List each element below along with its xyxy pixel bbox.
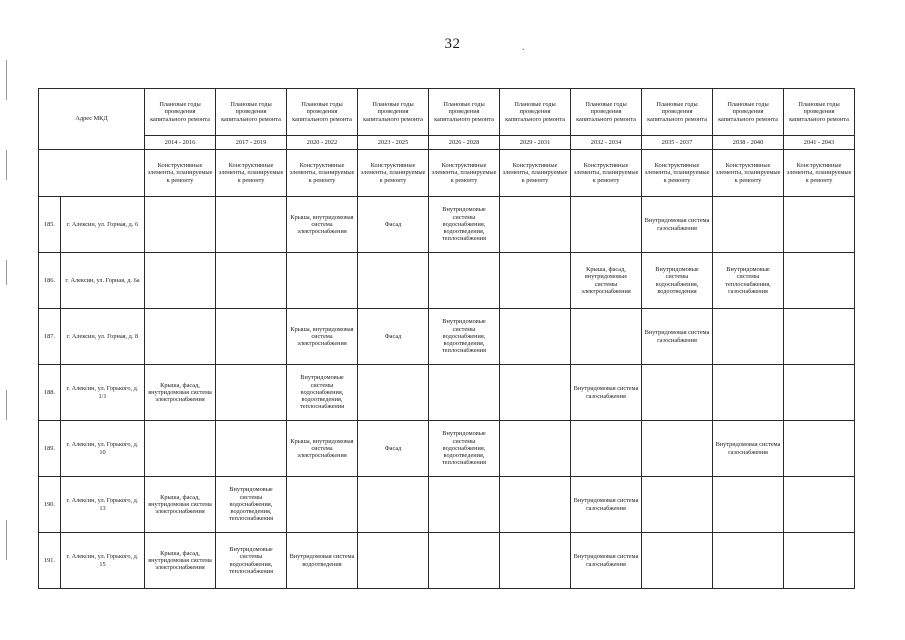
column-title: Плановые годы проведения капитального ремонта (784, 89, 855, 136)
table-cell (287, 477, 358, 533)
column-subtitle: Конструктивные элементы, планируемые к ремонту (287, 150, 358, 197)
table-cell (713, 197, 784, 253)
table-cell (571, 197, 642, 253)
repair-plan-table (38, 88, 855, 589)
table-cell (784, 365, 855, 421)
table-cell (216, 197, 287, 253)
table-cell (642, 533, 713, 589)
table-cell: Внутридомовые системы водоснабжения, водоотведения, теплоснабжения (429, 421, 500, 477)
column-period: 2023 - 2025 (358, 136, 429, 150)
table-cell: Крыша, внутридомовая система электроснабжения (287, 197, 358, 253)
table-row (39, 197, 855, 253)
table-cell (571, 309, 642, 365)
table-cell (642, 365, 713, 421)
table-cell: Фасад (358, 309, 429, 365)
table-row (39, 253, 855, 309)
table-cell: Внутридомовые системы теплоснабжения, газоснабжения (713, 253, 784, 309)
page-number: 32 (444, 36, 461, 52)
column-title: Плановые годы проведения капитального ремонта (713, 89, 784, 136)
row-number: 185. (39, 197, 61, 253)
table-cell (784, 421, 855, 477)
margin-ticks (6, 60, 8, 580)
row-address: г. Алексин, ул. Горького, д. 15 (61, 533, 145, 589)
row-number: 189. (39, 421, 61, 477)
table-cell: Внутридомовая система газоснабжения (571, 477, 642, 533)
table-row (39, 421, 855, 477)
table-cell: Фасад (358, 197, 429, 253)
table-cell (500, 309, 571, 365)
table-cell (429, 533, 500, 589)
row-number: 190. (39, 477, 61, 533)
table-cell (500, 197, 571, 253)
column-period: 2026 - 2028 (429, 136, 500, 150)
column-subtitle: Конструктивные элементы, планируемые к ремонту (358, 150, 429, 197)
table-cell (642, 421, 713, 477)
column-subtitle: Конструктивные элементы, планируемые к ремонту (642, 150, 713, 197)
table-cell (145, 253, 216, 309)
table-cell (358, 253, 429, 309)
table-cell: Внутридомовые системы водоснабжения, теплоснабжения (216, 533, 287, 589)
table-cell (287, 253, 358, 309)
blank-header-cell (39, 150, 145, 197)
table-cell (713, 477, 784, 533)
column-period: 2038 - 2040 (713, 136, 784, 150)
table-cell (358, 365, 429, 421)
header-period-row (39, 136, 855, 150)
table-cell: Крыша, фасад, внутридомовая система электроснабжения (145, 477, 216, 533)
column-subtitle: Конструктивные элементы, планируемые к ремонту (145, 150, 216, 197)
table-cell: Крыша, внутридомовая система электроснабжения (287, 309, 358, 365)
column-period: 2032 - 2034 (571, 136, 642, 150)
column-subtitle: Конструктивные элементы, планируемые к ремонту (429, 150, 500, 197)
table-cell (713, 309, 784, 365)
column-period: 2020 - 2022 (287, 136, 358, 150)
table-cell: Внутридомовая система газоснабжения (642, 197, 713, 253)
table-cell: Внутридомовая система водоотведения (287, 533, 358, 589)
row-number: 187. (39, 309, 61, 365)
table-cell (429, 253, 500, 309)
column-title: Плановые годы проведения капитального ремонта (145, 89, 216, 136)
address-header: Адрес МКД (39, 89, 145, 150)
table-cell (571, 421, 642, 477)
table-cell: Внутридомовая система газоснабжения (571, 365, 642, 421)
table-cell: Внутридомовая система газоснабжения (571, 533, 642, 589)
row-number: 188. (39, 365, 61, 421)
table-cell (358, 477, 429, 533)
row-address: г. Алексин, ул. Горная, д. 8 (61, 309, 145, 365)
table-cell: Внутридомовые системы водоснабжения, водоотведения, теплоснабжения (429, 309, 500, 365)
table-cell (216, 421, 287, 477)
table-cell (500, 253, 571, 309)
table-cell: Крыша, фасад, внутридомовая система электроснабжения (145, 533, 216, 589)
table-cell (784, 533, 855, 589)
stray-mark: . (522, 42, 525, 53)
column-period: 2029 - 2031 (500, 136, 571, 150)
table-cell (145, 421, 216, 477)
table-cell: Крыша, фасад, внутридомовые системы электроснабжения (571, 253, 642, 309)
table-cell: Внутридомовые системы водоснабжения, водоотведения, теплоснабжения (429, 197, 500, 253)
table-cell: Внутридомовая система газоснабжения (713, 421, 784, 477)
column-period: 2017 - 2019 (216, 136, 287, 150)
column-period: 2035 - 2037 (642, 136, 713, 150)
table-cell: Внутридомовые системы водоснабжения, водоотведения, теплоснабжения (287, 365, 358, 421)
column-subtitle: Конструктивные элементы, планируемые к ремонту (571, 150, 642, 197)
table-cell (500, 365, 571, 421)
column-period: 2014 - 2016 (145, 136, 216, 150)
header-subtitle-row (39, 150, 855, 197)
table-cell: Крыша, внутридомовая система электроснабжения (287, 421, 358, 477)
row-address: г. Алексин, ул. Горького, д. 10 (61, 421, 145, 477)
column-subtitle: Конструктивные элементы, планируемые к ремонту (216, 150, 287, 197)
row-number: 191. (39, 533, 61, 589)
row-address: г. Алексин, ул. Горького, д. 1/1 (61, 365, 145, 421)
column-subtitle: Конструктивные элементы, планируемые к ремонту (713, 150, 784, 197)
column-title: Плановые годы проведения капитального ремонта (571, 89, 642, 136)
table-cell (500, 477, 571, 533)
column-title: Плановые годы проведения капитального ремонта (500, 89, 571, 136)
table-cell (216, 309, 287, 365)
table-cell (429, 477, 500, 533)
table-row (39, 309, 855, 365)
table-cell (784, 309, 855, 365)
table-cell (500, 421, 571, 477)
table-cell: Внутридомовые системы водоснабжения, водоотведения (642, 253, 713, 309)
column-subtitle: Конструктивные элементы, планируемые к ремонту (500, 150, 571, 197)
column-title: Плановые годы проведения капитального ремонта (642, 89, 713, 136)
column-title: Плановые годы проведения капитального ремонта (358, 89, 429, 136)
row-address: г. Алексин, ул. Горького, д. 13 (61, 477, 145, 533)
table-cell (429, 365, 500, 421)
table-cell (216, 365, 287, 421)
table-cell (145, 197, 216, 253)
table-cell (713, 365, 784, 421)
table-cell (784, 477, 855, 533)
table-cell (358, 533, 429, 589)
table-cell (145, 309, 216, 365)
column-title: Плановые годы проведения капитального ремонта (216, 89, 287, 136)
column-subtitle: Конструктивные элементы, планируемые к ремонту (784, 150, 855, 197)
table-cell (784, 197, 855, 253)
table-cell: Крыша, фасад, внутридомовая система электроснабжения (145, 365, 216, 421)
table-cell (500, 533, 571, 589)
column-title: Плановые годы проведения капитального ремонта (287, 89, 358, 136)
table-row (39, 533, 855, 589)
table-row (39, 477, 855, 533)
table-cell (713, 533, 784, 589)
row-address: г. Алексин, ул. Горная, д. 6а (61, 253, 145, 309)
table-cell (216, 253, 287, 309)
table-cell: Внутридомовая система газоснабжения (642, 309, 713, 365)
row-address: г. Алексин, ул. Горная, д. 6 (61, 197, 145, 253)
table-row (39, 365, 855, 421)
table-cell: Фасад (358, 421, 429, 477)
column-title: Плановые годы проведения капитального ремонта (429, 89, 500, 136)
row-number: 186. (39, 253, 61, 309)
table-cell (642, 477, 713, 533)
table-cell (784, 253, 855, 309)
table-cell: Внутридомовые системы водоснабжения, водоотведения, теплоснабжения (216, 477, 287, 533)
header-title-row (39, 89, 855, 136)
column-period: 2041 - 2043 (784, 136, 855, 150)
